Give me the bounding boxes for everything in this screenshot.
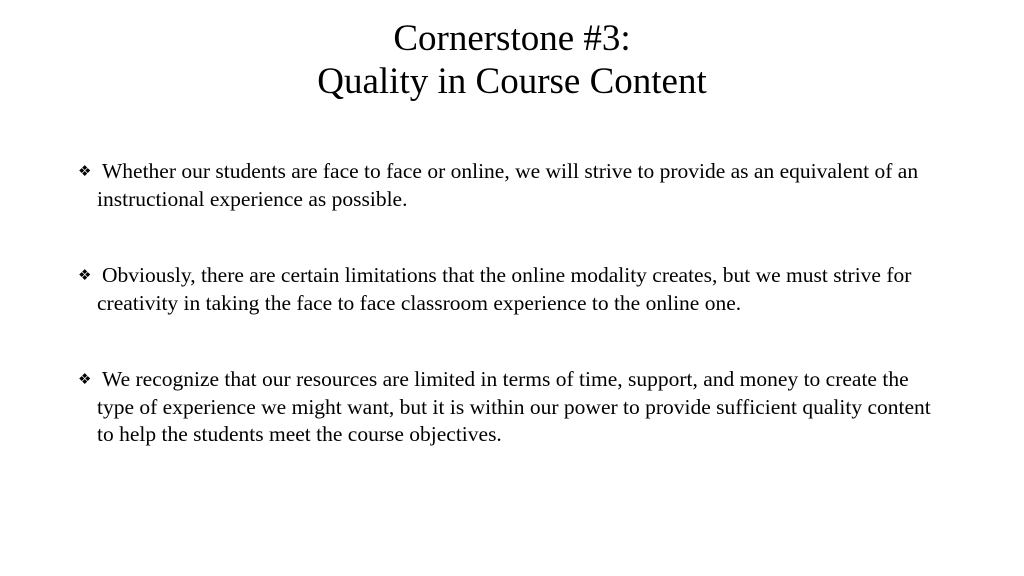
diamond-ornament-icon: ❖ [78,370,92,388]
bullet-text-1: Whether our students are face to face or online, we will strive to provide as an equivalent of an instructional experience as possible. [97,159,919,211]
diamond-ornament-icon: ❖ [78,162,92,180]
bullet-list [78,158,948,449]
bullet-item-3 [78,366,948,449]
slide-title [0,17,1024,103]
bullet-text-3: We recognize that our resources are limited in terms of time, support, and money to create the type of experience we might want, but it is within our power to provide sufficient quality content to help the students meet the course objectives. [97,367,931,446]
title-line-1: Cornerstone #3: [393,18,631,59]
diamond-ornament-icon: ❖ [78,266,92,284]
bullet-text-2: Obviously, there are certain limitations that the online modality creates, but we must strive for creativity in taking the face to face classroom experience to the online one. [97,263,912,315]
bullet-item-2 [78,262,948,317]
title-line-2: Quality in Course Content [317,61,707,102]
bullet-item-1 [78,158,948,213]
